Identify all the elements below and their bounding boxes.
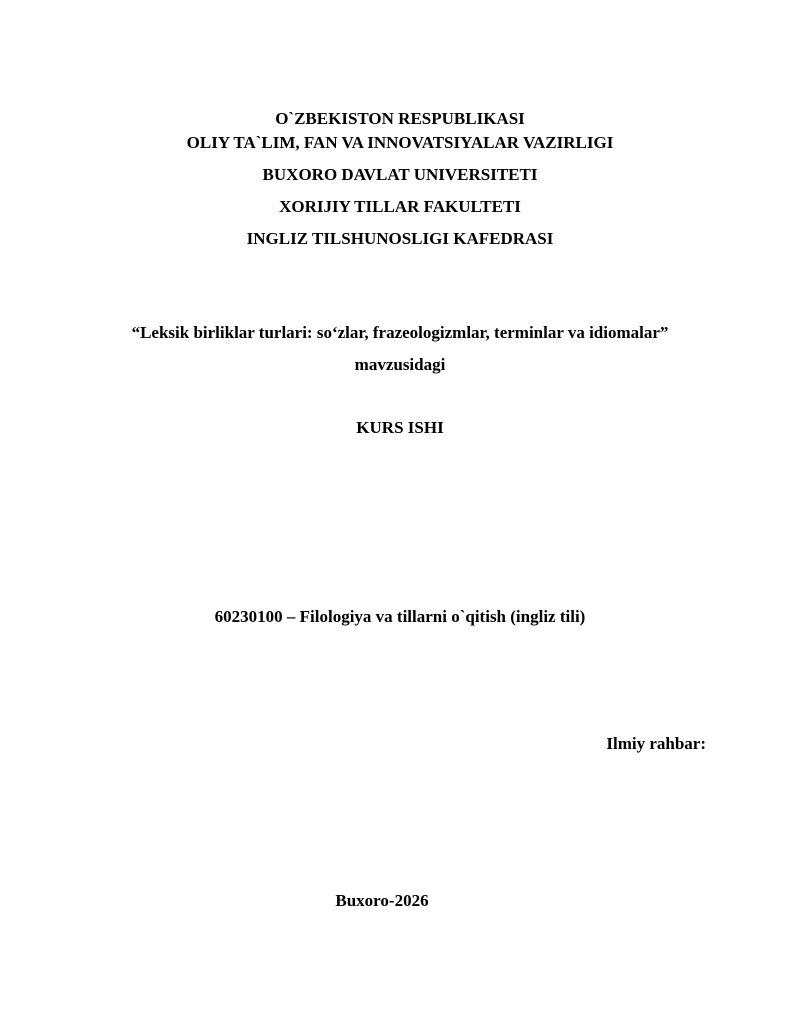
republic-heading: O`ZBEKISTON RESPUBLIKASI: [275, 109, 525, 128]
faculty-heading: XORIJIY TILLAR FAKULTETI: [279, 197, 521, 216]
work-type: KURS ISHI: [356, 418, 444, 437]
specialty: 60230100 – Filologiya va tillarni o`qitish (ingliz tili): [214, 607, 586, 626]
ministry-heading: OLIY TA`LIM, FAN VA INNOVATSIYALAR VAZIRLIGI: [186, 133, 614, 152]
supervisor-label: Ilmiy rahbar:: [606, 734, 706, 753]
department-heading: INGLIZ TILSHUNOSLIGI KAFEDRASI: [246, 229, 554, 248]
topic-suffix: mavzusidagi: [354, 355, 446, 374]
topic-title: “Leksik birliklar turlari: so‘zlar, frazeologizmlar, terminlar va idiomalar”: [131, 323, 669, 342]
city-year: Buxoro-2026: [335, 891, 429, 910]
university-heading: BUXORO DAVLAT UNIVERSITETI: [262, 165, 538, 184]
